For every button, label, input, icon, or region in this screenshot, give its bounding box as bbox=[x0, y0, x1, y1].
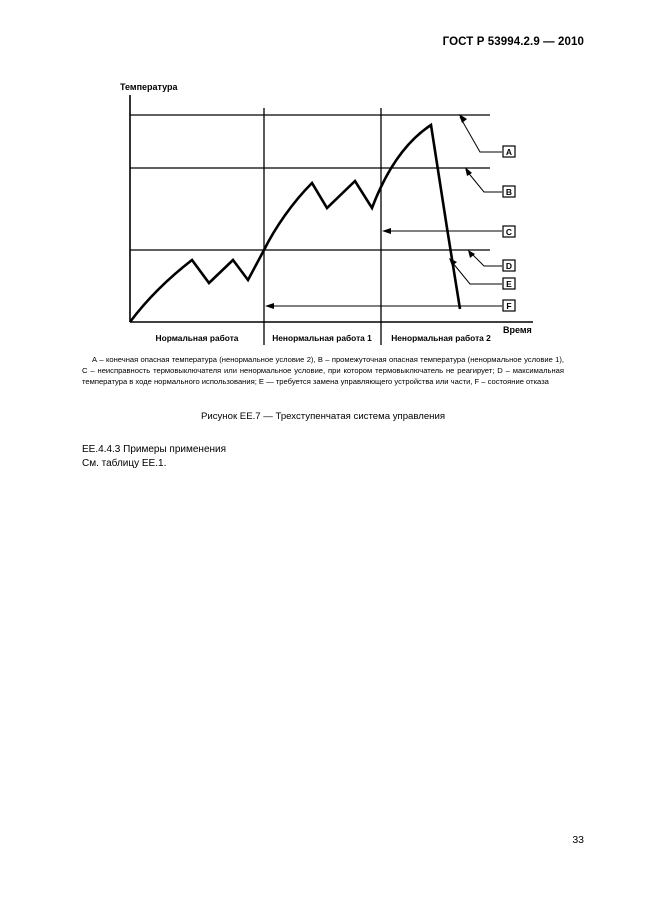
figure-caption: Рисунок EE.7 — Трехступенчатая система управления bbox=[200, 411, 446, 422]
control-system-figure bbox=[0, 0, 646, 360]
svg-text:D: D bbox=[505, 261, 513, 271]
phase-label-abnormal-2: Ненормальная работа 2 bbox=[391, 333, 491, 343]
marker-b bbox=[503, 186, 515, 197]
marker-c bbox=[503, 226, 515, 237]
leader-a bbox=[460, 117, 502, 152]
document-header: ГОСТ Р 53994.2.9 — 2010 bbox=[442, 36, 584, 48]
arrowhead-d bbox=[468, 250, 475, 258]
section-body: См. таблицу EE.1. bbox=[82, 457, 167, 469]
svg-text:A: A bbox=[505, 147, 513, 157]
svg-text:B: B bbox=[505, 187, 513, 197]
temperature-curve bbox=[130, 125, 460, 322]
figure-legend: А – конечная опасная температура (ненормальное условие 2), В – промежуточная опасная температура (ненормальное условие 1), С – неисправность термовыключателя или ненормальное условие, при котором термовыключатель не реагирует; D – максимальная температура в ходе нормального использования; Е — требуется замена управляющего устройства или части, F – состояние отказа bbox=[82, 355, 564, 387]
phase-label-normal: Нормальная работа bbox=[155, 333, 239, 343]
section-block bbox=[82, 443, 226, 470]
leader-e bbox=[452, 262, 502, 284]
marker-d bbox=[503, 260, 515, 271]
marker-a bbox=[503, 146, 515, 157]
x-axis-label: Время bbox=[503, 325, 532, 335]
svg-text:F: F bbox=[506, 301, 512, 311]
arrowhead-c bbox=[382, 228, 391, 234]
marker-f bbox=[503, 300, 515, 311]
svg-text:C: C bbox=[505, 227, 513, 237]
section-heading: EE.4.4.3 Примеры применения bbox=[82, 444, 227, 455]
marker-e bbox=[503, 278, 515, 289]
svg-text:E: E bbox=[506, 279, 512, 289]
y-axis-label: Температура bbox=[120, 82, 178, 92]
phase-label-abnormal-1: Ненормальная работа 1 bbox=[272, 333, 372, 343]
temperature-time-diagram bbox=[0, 0, 646, 360]
page-number: 33 bbox=[572, 834, 584, 846]
arrowhead-f bbox=[265, 303, 274, 309]
